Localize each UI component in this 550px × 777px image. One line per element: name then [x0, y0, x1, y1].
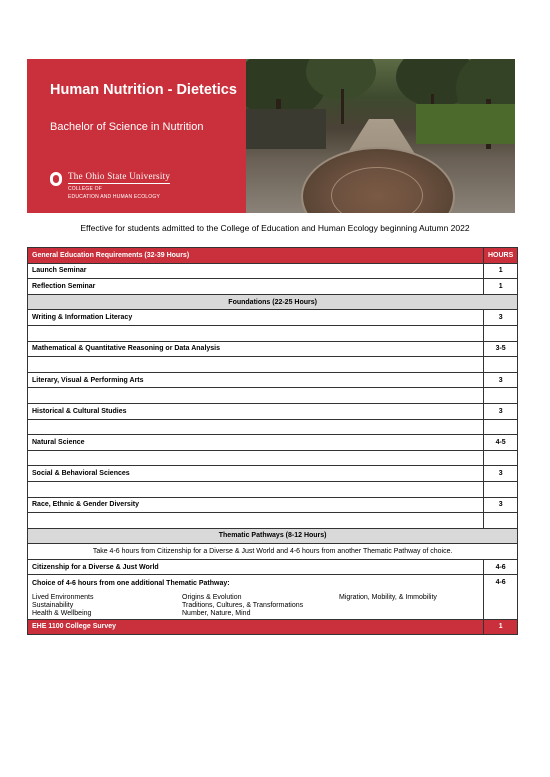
table-row	[28, 559, 518, 575]
table-row	[28, 341, 518, 357]
pathway-item: Traditions, Cultures, & Transformations	[182, 601, 304, 609]
choice-label: Choice of 4-6 hours from one additional Thematic Pathway:	[28, 575, 484, 591]
table-row	[28, 497, 518, 513]
reflection-seminar-label: Reflection Seminar	[28, 279, 484, 295]
thematic-header-row	[28, 528, 518, 544]
pathway-item: Origins & Evolution	[182, 593, 242, 601]
header-title-panel	[27, 59, 246, 213]
degree-subtitle: Bachelor of Science in Nutrition	[50, 121, 204, 133]
foundation-label: Social & Behavioral Sciences	[28, 466, 484, 482]
launch-seminar-label: Launch Seminar	[28, 263, 484, 279]
blank-row	[28, 325, 518, 341]
foundation-hours: 3	[484, 497, 518, 513]
table-row	[28, 435, 518, 451]
reflection-seminar-hours: 1	[484, 279, 518, 295]
blank-row	[28, 357, 518, 373]
ge-header-row	[28, 248, 518, 264]
table-row	[28, 466, 518, 482]
foundation-label: Historical & Cultural Studies	[28, 403, 484, 419]
foundation-hours: 3	[484, 372, 518, 388]
table-row	[28, 310, 518, 326]
citizenship-hours: 4-6	[484, 559, 518, 575]
pathway-item	[339, 610, 479, 617]
pathway-item: Number, Nature, Mind	[182, 609, 251, 617]
blank-row	[28, 388, 518, 404]
header-banner	[27, 59, 515, 213]
foundation-label: Writing & Information Literacy	[28, 310, 484, 326]
hours-header: HOURS	[484, 248, 518, 264]
thematic-header: Thematic Pathways (8-12 Hours)	[28, 528, 518, 544]
foundation-label: Race, Ethnic & Gender Diversity	[28, 497, 484, 513]
campus-photo	[246, 59, 515, 213]
foundation-hours: 4-5	[484, 435, 518, 451]
table-row	[28, 263, 518, 279]
table-row	[28, 372, 518, 388]
college-line-2: EDUCATION AND HUMAN ECOLOGY	[68, 194, 160, 200]
blank-row	[28, 450, 518, 466]
university-seal	[301, 147, 455, 213]
survey-hours: 1	[484, 619, 518, 635]
thematic-note-row	[28, 544, 518, 560]
pathway-item: Migration, Mobility, & Immobility	[339, 593, 437, 601]
requirements-table	[27, 247, 518, 635]
choice-hours: 4-6	[484, 575, 518, 619]
effective-statement: Effective for students admitted to the College of Education and Human Ecology beginning Autumn 2022	[80, 223, 470, 233]
pathway-item	[339, 602, 479, 609]
foundation-hours: 3	[484, 466, 518, 482]
pathway-item: Lived Environments	[32, 593, 94, 601]
foundation-hours: 3	[484, 403, 518, 419]
foundation-label: Literary, Visual & Performing Arts	[28, 372, 484, 388]
ge-header: General Education Requirements (32-39 Hours)	[28, 248, 484, 264]
survey-row	[28, 619, 518, 635]
table-row	[28, 575, 518, 591]
launch-seminar-hours: 1	[484, 263, 518, 279]
college-line-1: COLLEGE OF	[68, 186, 102, 192]
blank-row	[28, 481, 518, 497]
pathway-item: Health & Wellbeing	[32, 609, 92, 617]
program-title: Human Nutrition - Dietetics	[50, 82, 237, 98]
foundation-label: Natural Science	[28, 435, 484, 451]
foundation-label: Mathematical & Quantitative Reasoning or Data Analysis	[28, 341, 484, 357]
pathway-item: Sustainability	[32, 601, 74, 609]
university-logo	[50, 171, 170, 200]
university-name: The Ohio State University	[68, 171, 170, 184]
table-row	[28, 403, 518, 419]
thematic-note: Take 4-6 hours from Citizenship for a Diverse & Just World and 4-6 hours from another Thematic Pathway of choice.	[28, 544, 518, 560]
blank-row	[28, 419, 518, 435]
foundations-header: Foundations (22-25 Hours)	[28, 294, 518, 310]
survey-label: EHE 1100 College Survey	[28, 619, 484, 635]
foundation-hours: 3-5	[484, 341, 518, 357]
pathways-row	[28, 591, 518, 620]
foundations-header-row	[28, 294, 518, 310]
table-row	[28, 279, 518, 295]
blank-row	[28, 513, 518, 529]
block-o-icon	[50, 172, 62, 186]
pathway-list	[32, 591, 479, 619]
foundation-hours: 3	[484, 310, 518, 326]
effective-term: Autumn 2022	[419, 223, 470, 233]
citizenship-label: Citizenship for a Diverse & Just World	[28, 559, 484, 575]
